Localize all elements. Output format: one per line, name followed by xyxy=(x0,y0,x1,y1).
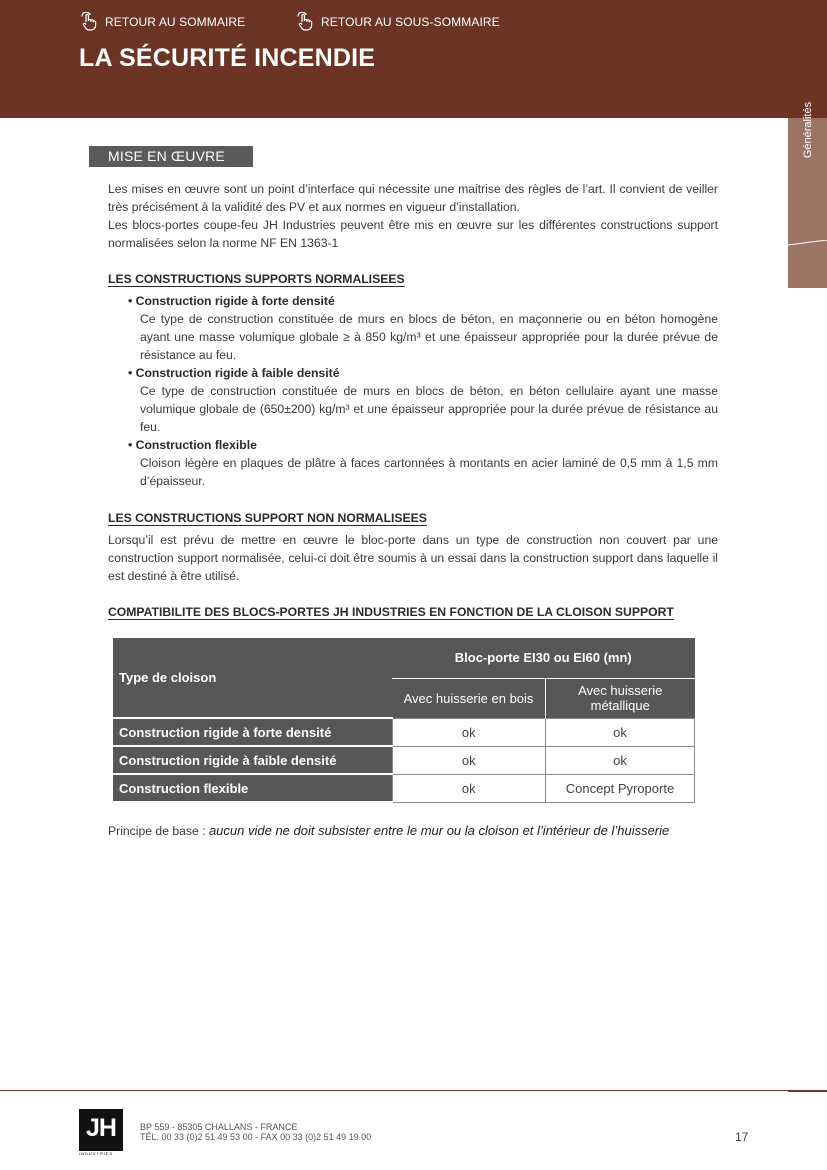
col-header-type: Type de cloison xyxy=(113,638,392,718)
intro-paragraph-2: Les blocs-portes coupe-feu JH Industries peuvent être mis en œuvre sur les différentes constructions support normalisées selon la norme NF EN 1363-1 xyxy=(108,218,718,250)
footer-divider xyxy=(0,1090,827,1091)
hand-pointer-icon xyxy=(295,12,315,32)
row-type: Construction flexible xyxy=(113,774,392,802)
normalised-heading: LES CONSTRUCTIONS SUPPORTS NORMALISEES xyxy=(108,272,405,286)
side-tab-generalites[interactable] xyxy=(788,101,827,288)
col-header-wood: Avec huisserie en bois xyxy=(392,678,546,718)
cell-metal: Concept Pyroporte xyxy=(546,774,695,802)
non-normalised-paragraph: Lorsqu’il est prévu de mettre en œuvre le bloc-porte dans un type de construction non couvert par une construction support normalisée, celui-ci doit être soumis à un essai dans la construction support dans laquelle il est destiné à être utilisé. xyxy=(108,533,718,583)
section-tag: MISE EN ŒUVRE xyxy=(89,146,253,167)
page-title: LA SÉCURITÉ INCENDIE xyxy=(79,44,376,72)
compat-table xyxy=(113,638,695,803)
bullet-title: • Construction rigide à faible densité xyxy=(128,366,340,380)
page-header xyxy=(0,0,827,118)
back-to-subsummary-link[interactable] xyxy=(295,12,500,32)
cell-metal: ok xyxy=(546,718,695,746)
cell-metal: ok xyxy=(546,746,695,774)
side-tab-divider xyxy=(788,240,827,246)
bullet-text: Ce type de construction constituée de murs en blocs de béton, en maçonnerie ou en béton homogène ayant une masse volumique globale ≥ à 850 kg/m³ et une épaisseur appropriée pour la durée prévue de résistance au feu. xyxy=(140,312,718,362)
base-principle-note xyxy=(108,822,669,840)
bullet-title: • Construction rigide à forte densité xyxy=(128,294,335,308)
footer-phone: TÉL. 00 33 (0)2 51 49 53 00 - FAX 00 33 (0)2 51 49 19 00 xyxy=(140,1132,372,1142)
cell-wood: ok xyxy=(392,746,546,774)
footer-address-block xyxy=(140,1122,371,1142)
note-label: Principe de base : xyxy=(108,824,209,838)
row-type: Construction rigide à faible densité xyxy=(113,746,392,774)
note-text: aucun vide ne doit subsister entre le mur ou la cloison et l’intérieur de l’huisserie xyxy=(208,823,670,838)
table-row xyxy=(113,718,695,746)
intro-paragraph-1: Les mises en œuvre sont un point d’interface qui nécessite une maitrise des règles de l’art. Il convient de veiller très précisément à la validité des PV et aux normes en vigueur d’installation. xyxy=(108,182,718,214)
page-number: 17 xyxy=(735,1130,749,1144)
company-logo: JH xyxy=(79,1109,123,1151)
cell-wood: ok xyxy=(392,774,546,802)
non-normalised-heading: LES CONSTRUCTIONS SUPPORT NON NORMALISEES xyxy=(108,511,427,525)
bullet-text: Ce type de construction constituée de murs en blocs de béton, en béton cellulaire ayant une masse volumique globale de (650±200) kg/m³ et une épaisseur appropriée pour la durée prévue de résistance au feu. xyxy=(140,384,718,434)
bullet-title: • Construction flexible xyxy=(128,438,257,452)
side-tab-label: Généralités xyxy=(802,101,814,159)
back-to-subsummary-label: RETOUR AU SOUS-SOMMAIRE xyxy=(321,15,500,29)
back-to-summary-label: RETOUR AU SOMMAIRE xyxy=(105,15,246,29)
footer-address: BP 559 - 85305 CHALLANS - FRANCE xyxy=(140,1122,298,1132)
bullet-text: Cloison légère en plaques de plâtre à faces cartonnées à montants en acier laminé de 0,5 mm à 1,5 mm d’épaisseur. xyxy=(140,456,718,488)
cell-wood: ok xyxy=(392,718,546,746)
table-row xyxy=(113,746,695,774)
hand-pointer-icon xyxy=(79,12,99,32)
company-logo-subtitle: INDUSTRIES xyxy=(79,1151,114,1156)
back-to-summary-link[interactable] xyxy=(79,12,245,32)
col-header-metal: Avec huisserie métallique xyxy=(546,678,695,718)
footer-divider-accent xyxy=(788,1090,827,1092)
col-header-group: Bloc-porte EI30 ou EI60 (mn) xyxy=(392,638,695,678)
compat-heading: COMPATIBILITE DES BLOCS-PORTES JH INDUSTRIES EN FONCTION DE LA CLOISON SUPPORT xyxy=(108,605,674,619)
table-row xyxy=(113,774,695,802)
row-type: Construction rigide à forte densité xyxy=(113,718,392,746)
